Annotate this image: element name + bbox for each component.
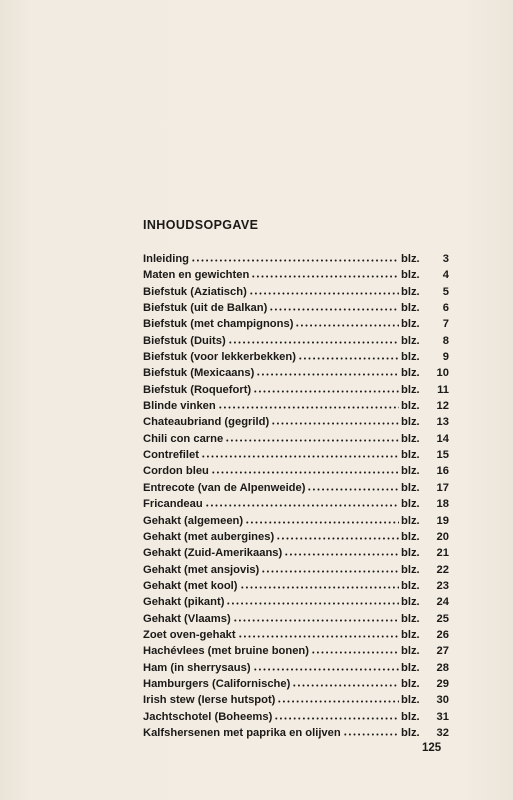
leader-dots: [295, 315, 399, 327]
toc-entry-title: Biefstuk (Duits): [143, 334, 226, 347]
toc-entry: [143, 610, 449, 626]
toc-entry-title: Gehakt (Vlaams): [143, 612, 231, 625]
toc-entry-title: Gehakt (met kool): [143, 579, 238, 592]
toc-entry-label: blz.: [401, 547, 420, 560]
toc-entry-page: 30: [436, 694, 449, 707]
leader-dots: [311, 642, 399, 654]
toc-entry-title: Irish stew (Ierse hutspot): [143, 694, 276, 707]
toc-entry: [143, 462, 449, 478]
toc-entry-label: blz.: [401, 579, 420, 592]
leader-dots: [274, 708, 399, 720]
toc-entry-label: blz.: [401, 367, 420, 380]
toc-entry-label: blz.: [401, 318, 420, 331]
toc-entry-title: Kalfshersenen met paprika en olijven: [143, 726, 341, 739]
toc-entry-label: blz.: [401, 612, 420, 625]
toc-entry: [143, 250, 449, 266]
toc-entry: [143, 691, 449, 707]
leader-dots: [205, 495, 399, 507]
leader-dots: [249, 283, 399, 295]
toc-entry-page: 31: [436, 710, 449, 723]
toc-entry: [143, 446, 449, 462]
leader-dots: [233, 610, 399, 622]
toc-entry-label: blz.: [401, 334, 420, 347]
toc-entry-label: blz.: [401, 628, 420, 641]
leader-dots: [271, 413, 399, 425]
page-number: 125: [422, 742, 442, 754]
toc-entry-page: 25: [436, 612, 449, 625]
toc-entry-title: Biefstuk (voor lekkerbekken): [143, 351, 296, 364]
toc-entry-page: 16: [436, 465, 449, 478]
toc-entry: [143, 315, 449, 331]
toc-entry-label: blz.: [401, 449, 420, 462]
leader-dots: [256, 364, 399, 376]
toc-entry-title: Biefstuk (Aziatisch): [143, 285, 247, 298]
toc-entry-label: blz.: [401, 432, 420, 445]
toc-entry: [143, 283, 449, 299]
toc-entry-label: blz.: [401, 677, 420, 690]
toc-entry-page: 9: [442, 351, 449, 364]
toc-entry-label: blz.: [401, 416, 420, 429]
toc-entry-label: blz.: [401, 400, 420, 413]
toc-entry-page: 8: [442, 334, 449, 347]
toc-entry-page: 23: [436, 579, 449, 592]
leader-dots: [228, 332, 399, 344]
toc-entry-label: blz.: [401, 351, 420, 364]
toc-entry-label: blz.: [401, 563, 420, 576]
leader-dots: [238, 626, 399, 638]
toc-entry-page: 18: [436, 498, 449, 511]
toc-entry: [143, 430, 449, 446]
toc-entry-title: Zoet oven-gehakt: [143, 628, 236, 641]
toc-entry: [143, 659, 449, 675]
toc-entry: [143, 479, 449, 495]
toc-entry-page: 11: [437, 383, 449, 396]
toc-entry: [143, 266, 449, 282]
toc-entry-title: Biefstuk (uit de Balkan): [143, 302, 268, 315]
toc-entry-page: 12: [436, 400, 449, 413]
leader-dots: [253, 381, 399, 393]
leader-dots: [261, 561, 399, 573]
toc-entry: [143, 413, 449, 429]
toc-entry-label: blz.: [401, 253, 420, 265]
leader-dots: [298, 348, 399, 360]
leader-dots: [218, 397, 399, 409]
toc-entry-page: 4: [442, 269, 449, 282]
toc-entry-label: blz.: [401, 514, 420, 527]
toc-entry-page: 3: [442, 253, 449, 265]
toc-entry: [143, 528, 449, 544]
toc-entry-title: Fricandeau: [143, 498, 203, 511]
toc-entry-label: blz.: [401, 481, 420, 494]
toc-entry-label: blz.: [401, 302, 420, 315]
leader-dots: [277, 691, 399, 703]
leader-dots: [284, 544, 399, 556]
leader-dots: [307, 479, 399, 491]
toc-entry-label: blz.: [401, 645, 420, 658]
toc-entry-page: 7: [442, 318, 449, 331]
toc-entry-title: Chili con carne: [143, 432, 224, 445]
toc-entry-page: 28: [436, 661, 449, 674]
toc-entry-page: 14: [436, 432, 449, 445]
toc-entry-page: 22: [436, 563, 449, 576]
toc-entry-title: Gehakt (met ansjovis): [143, 563, 260, 576]
leader-dots: [251, 266, 399, 278]
leader-dots: [240, 577, 400, 589]
toc-entry-title: Blinde vinken: [143, 400, 216, 413]
leader-dots: [226, 593, 399, 605]
toc-entry-page: 10: [436, 367, 449, 380]
toc-entry-page: 26: [436, 628, 449, 641]
toc-entry-title: Jachtschotel (Boheems): [143, 710, 273, 723]
toc-entry-label: blz.: [401, 726, 420, 739]
toc-entry-page: 29: [436, 677, 449, 690]
toc-entry: [143, 708, 449, 724]
toc-entry-label: blz.: [401, 694, 420, 707]
toc-entry-title: Biefstuk (Roquefort): [143, 383, 252, 396]
toc-entry-title: Biefstuk (Mexicaans): [143, 367, 255, 380]
toc-entry: [143, 332, 449, 348]
leader-dots: [292, 675, 399, 687]
leader-dots: [269, 299, 399, 311]
toc-entry: [143, 348, 449, 364]
table-of-contents: [143, 250, 449, 740]
toc-entry: [143, 577, 449, 593]
toc-entry-page: 32: [436, 726, 449, 739]
page-title: INHOUDSOPGAVE: [143, 218, 259, 232]
toc-entry-label: blz.: [401, 498, 420, 511]
leader-dots: [211, 462, 399, 474]
toc-entry: [143, 724, 449, 740]
toc-entry-page: 17: [436, 481, 449, 494]
toc-entry: [143, 544, 449, 560]
leader-dots: [253, 659, 399, 671]
toc-entry: [143, 675, 449, 691]
toc-entry-title: Gehakt (Zuid-Amerikaans): [143, 547, 283, 560]
toc-entry-title: Hachévlees (met bruine bonen): [143, 645, 309, 658]
toc-entry-label: blz.: [401, 285, 420, 298]
toc-entry-label: blz.: [401, 465, 420, 478]
toc-entry: [143, 561, 449, 577]
toc-entry: [143, 626, 449, 642]
toc-entry-title: Contrefilet: [143, 449, 199, 462]
toc-entry-title: Inleiding: [143, 253, 189, 265]
toc-entry-title: Hamburgers (Californische): [143, 677, 291, 690]
toc-entry: [143, 512, 449, 528]
toc-entry-page: 21: [436, 547, 449, 560]
toc-entry-label: blz.: [401, 530, 420, 543]
toc-entry-title: Cordon bleu: [143, 465, 209, 478]
toc-entry-title: Chateaubriand (gegrild): [143, 416, 270, 429]
toc-entry-label: blz.: [401, 383, 420, 396]
leader-dots: [343, 724, 399, 736]
toc-entry-title: Biefstuk (met champignons): [143, 318, 294, 331]
toc-entry-page: 27: [436, 645, 449, 658]
toc-entry-title: Gehakt (algemeen): [143, 514, 244, 527]
toc-entry-page: 6: [442, 302, 449, 315]
leader-dots: [201, 446, 399, 458]
toc-entry-title: Maten en gewichten: [143, 269, 250, 282]
toc-entry: [143, 397, 449, 413]
leader-dots: [245, 512, 399, 524]
toc-entry-page: 19: [436, 514, 449, 527]
toc-entry: [143, 381, 449, 397]
toc-entry: [143, 642, 449, 658]
toc-entry-title: Ham (in sherrysaus): [143, 661, 251, 674]
toc-entry-label: blz.: [401, 269, 420, 282]
toc-entry-title: Gehakt (pikant): [143, 596, 225, 609]
toc-entry: [143, 593, 449, 609]
toc-entry-label: blz.: [401, 596, 420, 609]
toc-entry-label: blz.: [401, 661, 420, 674]
toc-entry: [143, 299, 449, 315]
leader-dots: [225, 430, 399, 442]
toc-entry-title: Gehakt (met aubergines): [143, 530, 275, 543]
toc-entry: [143, 364, 449, 380]
toc-entry-page: 24: [436, 596, 449, 609]
toc-entry-page: 5: [442, 285, 449, 298]
leader-dots: [276, 528, 399, 540]
toc-entry-label: blz.: [401, 710, 420, 723]
toc-entry-title: Entrecote (van de Alpenweide): [143, 481, 306, 494]
toc-entry-page: 20: [436, 530, 449, 543]
toc-entry-page: 15: [436, 449, 449, 462]
toc-entry: [143, 495, 449, 511]
leader-dots: [191, 250, 399, 262]
toc-entry-page: 13: [436, 416, 449, 429]
